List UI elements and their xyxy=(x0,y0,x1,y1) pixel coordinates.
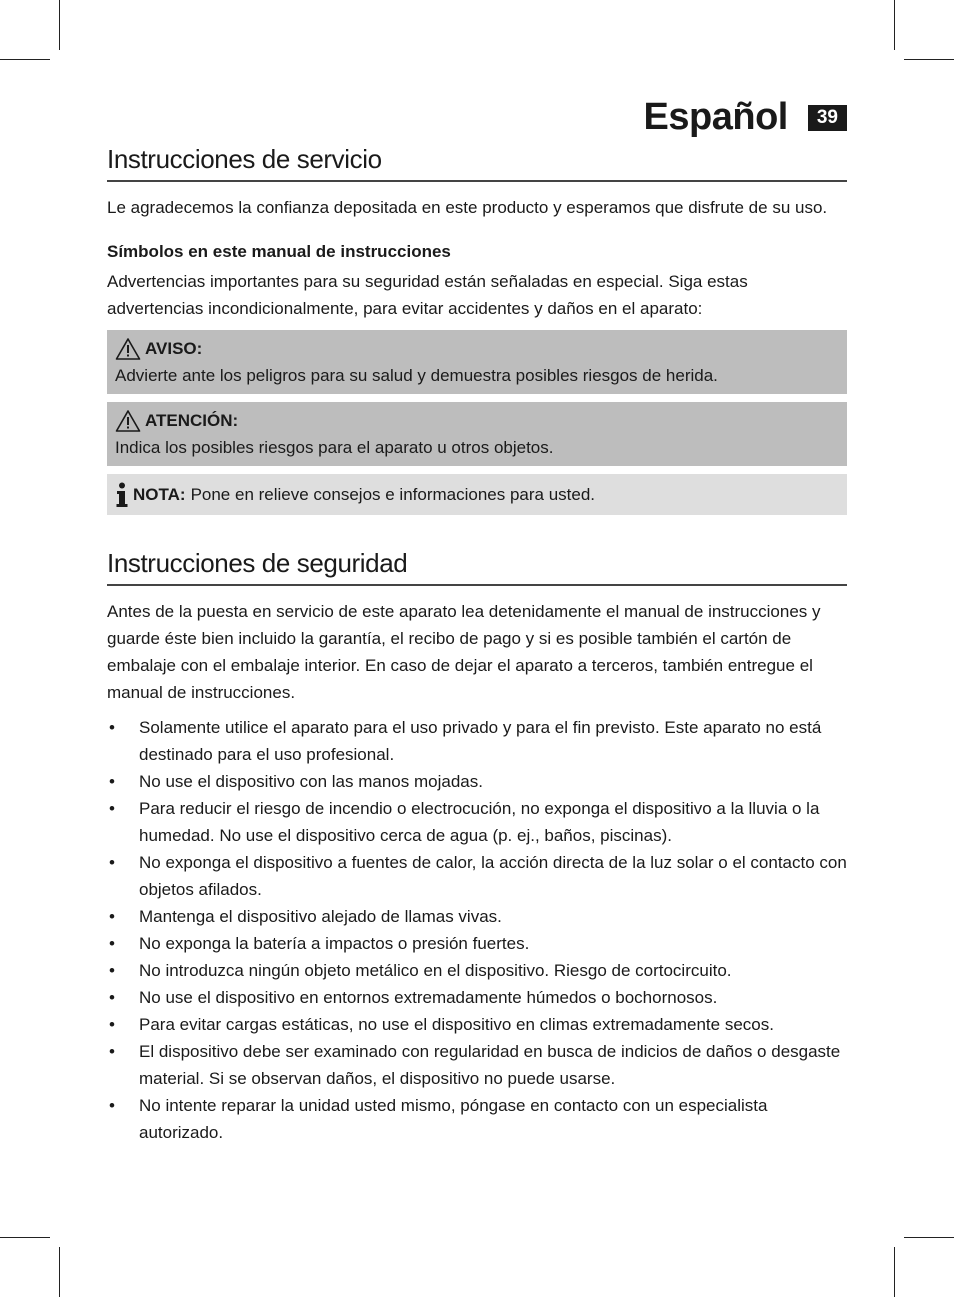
bullet: • xyxy=(109,853,115,872)
crop-mark xyxy=(894,1247,895,1297)
aviso-label: AVISO: xyxy=(145,339,203,358)
list-item: • No intente reparar la unidad usted mismo, póngase en contacto con un especialista autorizado. xyxy=(107,1092,847,1146)
list-item: • No use el dispositivo con las manos mojadas. xyxy=(107,768,847,795)
safety-list xyxy=(107,714,847,1146)
safety-section-title: Instrucciones de seguridad xyxy=(107,548,847,586)
warning-triangle-icon xyxy=(115,409,141,433)
bullet: • xyxy=(109,988,115,1007)
safety-intro: Antes de la puesta en servicio de este aparato lea detenidamente el manual de instrucciones y guarde éste bien incluido la garantía, el recibo de pago y si es posible también el cartón de embalaje con el embalaje interior. En caso de dejar el aparato a terceros, también entregue el manual de instrucciones. xyxy=(107,602,821,702)
atencion-label: ATENCIÓN: xyxy=(145,411,239,430)
symbols-text: Advertencias importantes para su seguridad están señaladas en especial. Siga estas advertencias incondicionalmente, para evitar accidentes y daños en el aparato: xyxy=(107,272,748,318)
page-content xyxy=(107,144,847,1146)
crop-mark xyxy=(904,59,954,60)
aviso-text: Advierte ante los peligros para su salud y demuestra posibles riesgos de herida. xyxy=(115,366,718,385)
list-item: • No exponga la batería a impactos o presión fuertes. xyxy=(107,930,847,957)
bullet: • xyxy=(109,799,115,818)
list-item: • No introduzca ningún objeto metálico en el dispositivo. Riesgo de cortocircuito. xyxy=(107,957,847,984)
crop-mark xyxy=(59,0,60,50)
service-intro: Le agradecemos la confianza depositada en este producto y esperamos que disfrute de su uso. xyxy=(107,198,828,217)
service-section-title: Instrucciones de servicio xyxy=(107,144,847,182)
page-header xyxy=(644,96,847,139)
list-item: • Para reducir el riesgo de incendio o electrocución, no exponga el dispositivo a la lluvia o la humedad. No use el dispositivo cerca de agua (p. ej., baños, piscinas). xyxy=(107,795,847,849)
language-title: Español xyxy=(643,96,788,138)
nota-text: Pone en relieve consejos e informaciones para usted. xyxy=(190,485,596,504)
bullet: • xyxy=(109,1096,115,1115)
atencion-text: Indica los posibles riesgos para el aparato u otros objetos. xyxy=(115,438,554,457)
crop-mark xyxy=(0,59,50,60)
atencion-box xyxy=(107,402,847,466)
list-item: • Solamente utilice el aparato para el uso privado y para el fin previsto. Este aparato no está destinado para el uso profesional. xyxy=(107,714,847,768)
list-item: • Para evitar cargas estáticas, no use el dispositivo en climas extremadamente secos. xyxy=(107,1011,847,1038)
warning-triangle-icon xyxy=(115,337,141,361)
list-item: • No use el dispositivo en entornos extremadamente húmedos o bochornosos. xyxy=(107,984,847,1011)
list-item: • No exponga el dispositivo a fuentes de calor, la acción directa de la luz solar o el contacto con objetos afilados. xyxy=(107,849,847,903)
nota-box xyxy=(107,474,847,515)
list-item: • Mantenga el dispositivo alejado de llamas vivas. xyxy=(107,903,847,930)
crop-mark xyxy=(894,0,895,50)
crop-mark xyxy=(59,1247,60,1297)
bullet: • xyxy=(109,934,115,953)
crop-mark xyxy=(0,1237,50,1238)
bullet: • xyxy=(109,772,115,791)
info-icon xyxy=(115,482,129,508)
nota-label: NOTA: xyxy=(133,485,186,504)
bullet: • xyxy=(109,961,115,980)
bullet: • xyxy=(109,1042,115,1061)
bullet: • xyxy=(109,907,115,926)
aviso-box xyxy=(107,330,847,394)
list-item: • El dispositivo debe ser examinado con regularidad en busca de indicios de daños o desgaste material. Si se observan daños, el dispositivo no puede usarse. xyxy=(107,1038,847,1092)
crop-mark xyxy=(904,1237,954,1238)
page-number: 39 xyxy=(808,105,847,131)
bullet: • xyxy=(109,718,115,737)
symbols-heading: Símbolos en este manual de instrucciones xyxy=(107,242,451,261)
bullet: • xyxy=(109,1015,115,1034)
